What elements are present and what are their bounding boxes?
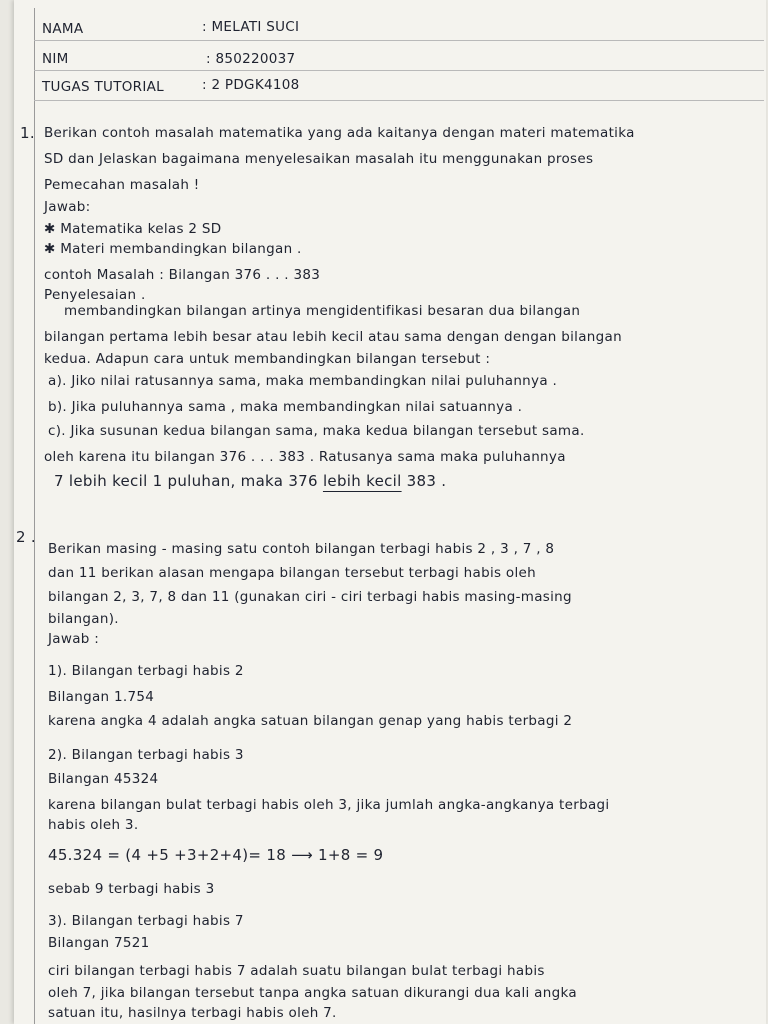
answer-2-text: karena angka 4 adalah angka satuan bilangan genap yang habis terbagi 2 (48, 713, 573, 729)
answer-1-text: b). Jika puluhannya sama , maka membandingkan nilai satuannya . (48, 399, 523, 415)
lined-paper-page (14, 0, 766, 1024)
answer-2-calculation: 45.324 = (4 +5 +3+2+4)= 18 ⟶ 1+8 = 9 (48, 846, 384, 864)
conclusion-text: 7 lebih kecil 1 puluhan, maka 376 (54, 472, 323, 490)
conclusion-text: 383 . (401, 472, 447, 490)
answer-2-text: karena bilangan bulat terbagi habis oleh 3, jika jumlah angka-angkanya terbagi (48, 797, 610, 813)
answer-1-text: a). Jiko nilai ratusannya sama, maka membandingkan nilai puluhannya . (48, 373, 558, 389)
answer-2-text: 2). Bilangan terbagi habis 3 (48, 747, 244, 763)
question-1-line: SD dan Jelaskan bagaimana menyelesaikan masalah itu menggunakan proses (44, 151, 594, 167)
solution-label: Penyelesaian . (44, 287, 146, 303)
question-2-number: 2 . (16, 528, 36, 546)
answer-2-text: satuan itu, hasilnya terbagi habis oleh 7. (48, 1005, 337, 1021)
ruled-line (34, 100, 764, 101)
nama-value: : MELATI SUCI (202, 19, 300, 35)
nim-value: : 850220037 (206, 51, 296, 67)
tugas-value: : 2 PDGK4108 (202, 77, 300, 93)
nama-label: NAMA (42, 21, 84, 37)
question-1-number: 1. (20, 124, 35, 142)
answer-1-bullet: ✱ Materi membandingkan bilangan . (44, 241, 302, 257)
ruled-line (34, 40, 764, 41)
answer-2-text: 3). Bilangan terbagi habis 7 (48, 913, 244, 929)
question-2-line: Berikan masing - masing satu contoh bilangan terbagi habis 2 , 3 , 7 , 8 (48, 541, 555, 557)
margin-line (34, 8, 35, 1024)
ruled-line (34, 70, 764, 71)
answer-1-bullet: ✱ Matematika kelas 2 SD (44, 221, 222, 237)
example-problem: contoh Masalah : Bilangan 376 . . . 383 (44, 267, 321, 283)
answer-2-text: habis oleh 3. (48, 817, 139, 833)
question-2-line: bilangan 2, 3, 7, 8 dan 11 (gunakan ciri - ciri terbagi habis masing-masing (48, 589, 572, 605)
question-2-line: dan 11 berikan alasan mengapa bilangan tersebut terbagi habis oleh (48, 565, 537, 581)
answer-1-text: oleh karena itu bilangan 376 . . . 383 . Ratusanya sama maka puluhannya (44, 449, 566, 465)
answer-2-label: Jawab : (48, 631, 100, 647)
answer-2-text: oleh 7, jika bilangan tersebut tanpa angka satuan dikurangi dua kali angka (48, 985, 577, 1001)
question-1-line: Pemecahan masalah ! (44, 177, 200, 193)
answer-2-text: Bilangan 1.754 (48, 689, 155, 705)
nim-label: NIM (42, 51, 69, 67)
answer-1-text: bilangan pertama lebih besar atau lebih kecil atau sama dengan dengan bilangan (44, 329, 622, 345)
question-2-line: bilangan). (48, 611, 119, 627)
question-1-line: Berikan contoh masalah matematika yang ada kaitanya dengan materi matematika (44, 125, 635, 141)
conclusion-underlined: lebih kecil (322, 472, 402, 490)
answer-1-text: kedua. Adapun cara untuk membandingkan bilangan tersebut : (44, 351, 491, 367)
answer-1-text: membandingkan bilangan artinya mengidentifikasi besaran dua bilangan (64, 303, 581, 319)
answer-2-text: Bilangan 7521 (48, 935, 150, 951)
answer-1-label: Jawab: (44, 199, 91, 215)
answer-2-text: Bilangan 45324 (48, 771, 159, 787)
answer-1-conclusion (54, 472, 446, 490)
answer-2-text: 1). Bilangan terbagi habis 2 (48, 663, 244, 679)
tugas-label: TUGAS TUTORIAL (42, 79, 165, 95)
answer-2-text: ciri bilangan terbagi habis 7 adalah suatu bilangan bulat terbagi habis (48, 963, 545, 979)
answer-1-text: c). Jika susunan kedua bilangan sama, maka kedua bilangan tersebut sama. (48, 423, 585, 439)
answer-2-text: sebab 9 terbagi habis 3 (48, 881, 215, 897)
